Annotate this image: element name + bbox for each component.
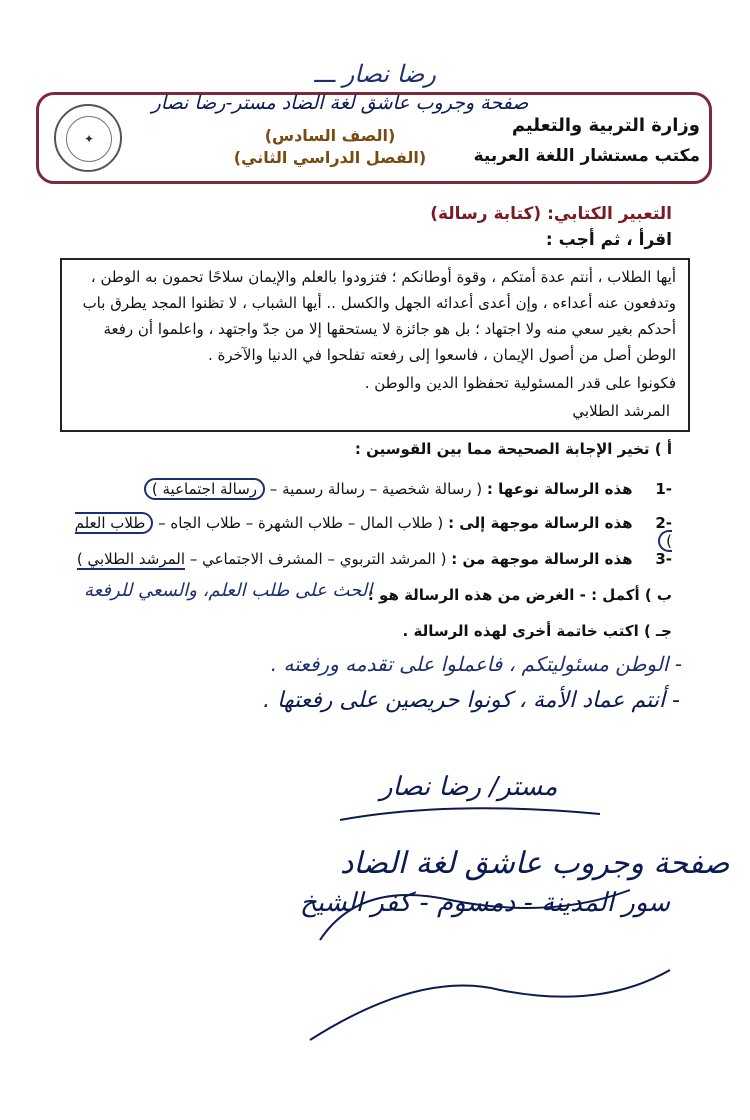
passage-line: فكونوا على قدر المسئولية تحفظوا الدين والوطن . (364, 374, 676, 392)
closing-answer-2: - أنتم عماد الأمة ، كونوا حريصين على رفعتها . (263, 688, 680, 713)
instruction: اقرأ ، ثم أجب : (545, 230, 672, 250)
passage-signer: المرشد الطلابي (572, 402, 670, 420)
signature-flourish (300, 790, 680, 1070)
circled-answer: طلاب العلم ) (74, 514, 672, 550)
term-label: (الفصل الدراسي الثاني) (233, 148, 427, 167)
passage-line: أيها الطلاب ، أنتم عدة أمتكم ، وقوة أوطانكم ؛ فتزودوا بالعلم والإيمان سلاحًا تحمون به الوطن ، (90, 268, 676, 286)
question-c-prompt: جـ ) اكتب خاتمة أخرى لهذه الرسالة . (402, 622, 672, 640)
question-b-prompt: ب ) أكمل : - الغرض من هذه الرسالة هو : (367, 586, 672, 604)
section-title: التعبير الكتابي: (كتابة رسالة) (430, 204, 672, 224)
question-number: -3 (655, 550, 672, 568)
question-options: ( المرشد التربوي – المشرف الاجتماعي – (189, 550, 447, 568)
page-title: صفحة وجروب عاشق لغة الضاد مستر-رضا نصار (151, 92, 529, 114)
question-options: ( رسالة شخصية – رسالة رسمية – (269, 480, 483, 498)
passage-line: الوطن أصل من أصول الإيمان ، فاسعوا إلى رفعته تفلحوا في الدنيا والآخرة . (207, 346, 676, 364)
top-handwritten-signature (0, 60, 750, 88)
passage-line: أحدكم بغير سعي منه ولا اجتهاد ؛ بل هو جائزة لا يستحقها إلا من جدّ واجتهد ، واعلموا أن رفعة (103, 320, 676, 338)
top-signature-text: رضا نصار (342, 60, 437, 88)
signature-line-1: مستر/ رضا نصار (380, 772, 558, 802)
ministry-label: وزارة التربية والتعليم (511, 115, 700, 136)
underlined-answer: المرشد الطلابي ) (76, 550, 186, 568)
passage-line: وتدفعون عنه أعداءه ، وإن أعدى أعدائه الجهل والكسل .. أيها الشباب ، لا تظنوا المجد يطرق باب (82, 294, 676, 312)
question-number: -1 (655, 480, 672, 498)
question-item-2 (72, 514, 672, 550)
question-options: ( طلاب المال – طلاب الشهرة – طلاب الجاه – (158, 514, 444, 532)
question-stem: هذه الرسالة موجهة إلى : (448, 514, 633, 532)
signature-dash: ـــ (313, 60, 336, 88)
office-label: مكتب مستشار اللغة العربية (473, 146, 700, 166)
question-stem: هذه الرسالة نوعها : (486, 480, 633, 498)
ministry-seal-logo (54, 104, 122, 172)
question-a-heading: أ ) تخير الإجابة الصحيحة مما بين القوسين : (354, 440, 672, 458)
closing-answer-1: - الوطن مسئوليتكم ، فاعملوا على تقدمه ورفعته . (270, 652, 682, 676)
grade-label: (الصف السادس) (264, 126, 396, 145)
question-b-handwritten-answer: الحث على طلب العلم، والسعي للرفعة (84, 580, 373, 601)
question-item-1 (72, 480, 672, 498)
question-item-3 (72, 550, 672, 568)
signature-line-3: سور المدينة - دمسوم - كفر الشيخ (300, 888, 671, 918)
seal-inner-emblem: ✦ (66, 116, 112, 162)
signature-line-2: صفحة وجروب عاشق لغة الضاد (340, 846, 730, 881)
circled-answer: رسالة اجتماعية ) (144, 478, 265, 500)
question-number: -2 (655, 514, 672, 532)
question-stem: هذه الرسالة موجهة من : (451, 550, 633, 568)
